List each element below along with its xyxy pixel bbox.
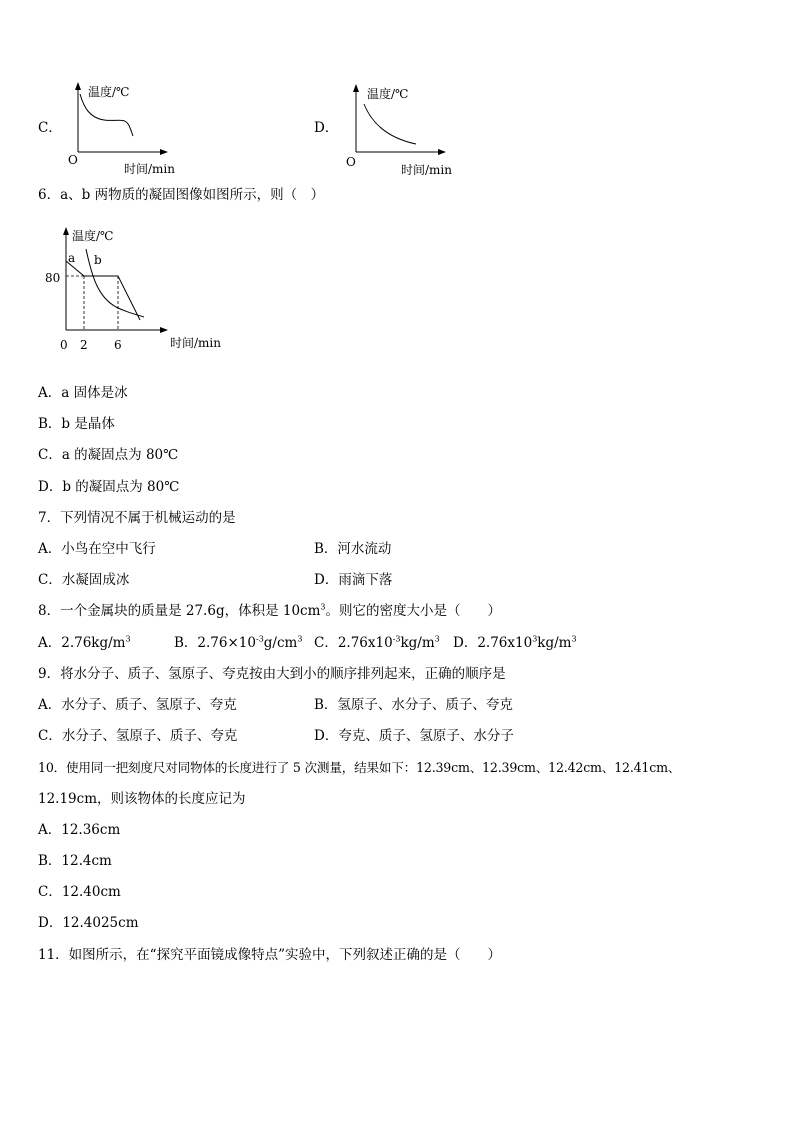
graph-c-x-arrow bbox=[160, 149, 168, 155]
q6-option-b: B．b 是晶体 bbox=[38, 416, 115, 432]
graph-c-origin: O bbox=[68, 153, 78, 167]
q8-option-c-text: C．2.76x10 bbox=[314, 635, 393, 651]
q10-option-b: B．12.4cm bbox=[38, 853, 112, 869]
graph-c-xlabel: 时间/min bbox=[124, 162, 175, 176]
graph-d-ylabel: 温度/℃ bbox=[367, 87, 409, 101]
graph-d-x-arrow bbox=[438, 149, 446, 155]
graph-c-ylabel: 温度/℃ bbox=[88, 85, 130, 99]
graph-d-y-arrow bbox=[353, 84, 359, 92]
q8-option-a-sup: 3 bbox=[125, 634, 131, 644]
q8-option-c bbox=[314, 634, 440, 652]
q8-option-d bbox=[453, 634, 577, 652]
q8-option-b-sup2: 3 bbox=[297, 634, 303, 644]
q8-option-b-unit: g/cm bbox=[263, 635, 298, 651]
q8-stem-post: 。则它的密度大小是（ ） bbox=[325, 603, 502, 619]
option-d-label: D． bbox=[314, 120, 339, 136]
q8-stem bbox=[38, 602, 501, 620]
q8-option-c-unit: kg/m bbox=[400, 635, 435, 651]
graph-c-curve bbox=[80, 94, 133, 136]
q6-xlabel: 时间/min bbox=[170, 336, 221, 350]
q8-option-d-text: D．2.76x10 bbox=[453, 635, 533, 651]
q7-option-d: D．雨滴下落 bbox=[314, 572, 393, 588]
q6-x-tick-0: 0 bbox=[60, 338, 68, 352]
q8-option-c-sup: -3 bbox=[392, 634, 401, 644]
option-c-label: C． bbox=[38, 120, 62, 136]
q10-stem-line1: 10．使用同一把刻度尺对同物体的长度进行了 5 次测量，结果如下：12.39cm、12.39cm、12.42cm、12.41cm、 bbox=[38, 760, 681, 775]
q6-label-a: a bbox=[68, 251, 76, 265]
q8-stem-sup: 3 bbox=[320, 602, 326, 612]
q10-stem-line2: 12.19cm，则该物体的长度应记为 bbox=[38, 791, 246, 807]
graph-d-xlabel: 时间/min bbox=[401, 163, 452, 177]
q6-option-d: D．b 的凝固点为 80℃ bbox=[38, 479, 180, 495]
q7-stem: 7．下列情况不属于机械运动的是 bbox=[38, 510, 236, 526]
q8-option-d-sup2: 3 bbox=[571, 634, 577, 644]
graph-d-curve bbox=[364, 104, 416, 144]
q6-x-arrow bbox=[160, 327, 168, 333]
q9-option-d: D．夸克、质子、氢原子、水分子 bbox=[314, 728, 514, 744]
q6-y-arrow bbox=[63, 227, 69, 235]
q11-stem: 11．如图所示，在“探究平面镜成像特点”实验中，下列叙述正确的是（ ） bbox=[38, 947, 501, 963]
q9-option-c: C．水分子、氢原子、质子、夸克 bbox=[38, 728, 238, 744]
q6-option-a: A．a 固体是冰 bbox=[38, 385, 128, 401]
q10-option-d: D．12.4025cm bbox=[38, 915, 139, 931]
q8-option-d-unit: kg/m bbox=[537, 635, 572, 651]
q6-x-tick-6: 6 bbox=[114, 338, 122, 352]
q10-option-a: A．12.36cm bbox=[38, 822, 121, 838]
q8-option-b-text: B．2.76×10 bbox=[174, 635, 256, 651]
q10-option-c: C．12.40cm bbox=[38, 884, 121, 900]
q6-y-tick-80: 80 bbox=[45, 271, 61, 285]
q6-option-c: C．a 的凝固点为 80℃ bbox=[38, 447, 179, 463]
q6-x-tick-2: 2 bbox=[80, 338, 88, 352]
q6-label-b: b bbox=[94, 253, 102, 267]
q8-option-d-sup: 3 bbox=[532, 634, 538, 644]
q8-stem-pre: 8．一个金属块的质量是 27.6g，体积是 10cm bbox=[38, 603, 321, 619]
graph-d-origin: O bbox=[346, 155, 356, 169]
q6-ylabel: 温度/℃ bbox=[72, 229, 114, 243]
q7-option-c: C．水凝固成冰 bbox=[38, 572, 130, 588]
q6-curve-a bbox=[66, 261, 140, 320]
q8-option-b bbox=[174, 634, 302, 652]
q8-option-a bbox=[38, 634, 131, 652]
q6-stem: 6．a、b 两物质的凝固图像如图所示，则（ ） bbox=[38, 187, 325, 203]
q9-option-b: B．氢原子、水分子、质子、夸克 bbox=[314, 697, 513, 713]
q8-option-a-text: A．2.76kg/m bbox=[38, 635, 126, 651]
q7-option-b: B．河水流动 bbox=[314, 541, 392, 557]
graph-c-y-arrow bbox=[75, 82, 81, 90]
q8-option-c-sup2: 3 bbox=[434, 634, 440, 644]
q9-option-a: A．水分子、质子、氢原子、夸克 bbox=[38, 697, 237, 713]
q9-stem: 9．将水分子、质子、氢原子、夸克按由大到小的顺序排列起来，正确的顺序是 bbox=[38, 666, 506, 682]
q8-option-b-sup: -3 bbox=[255, 634, 264, 644]
q7-option-a: A．小鸟在空中飞行 bbox=[38, 541, 156, 557]
